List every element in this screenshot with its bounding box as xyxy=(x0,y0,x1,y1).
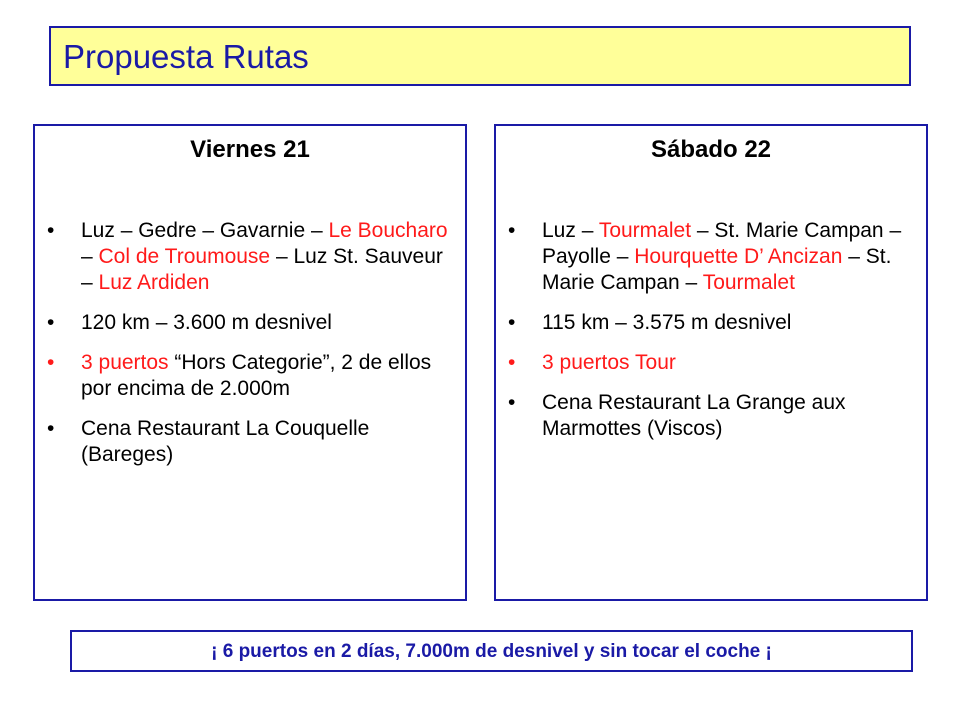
footer-text: ¡ 6 puertos en 2 días, 7.000m de desnivel y sin tocar el coche ¡ xyxy=(211,641,772,662)
sabado-list xyxy=(496,218,926,456)
title-box xyxy=(49,26,911,86)
distance-text: 120 km – 3.600 m desnivel xyxy=(81,311,332,334)
sabado-item-route xyxy=(496,218,926,296)
page-title: Propuesta Rutas xyxy=(63,38,309,75)
viernes-heading: Viernes 21 xyxy=(190,136,310,163)
bullet-icon: • xyxy=(47,219,55,242)
route-highlight: Tourmalet xyxy=(598,219,692,242)
viernes-item-distance xyxy=(35,310,465,336)
route-text: – xyxy=(81,245,99,268)
climbs-highlight: 3 puertos xyxy=(81,351,169,374)
climbs-text: “Hors Categorie”, 2 de ellos por encima de 2.000m xyxy=(81,351,432,400)
route-text: – Luz St. Sauveur – xyxy=(81,245,443,294)
climbs-highlight: 3 puertos Tour xyxy=(542,351,676,374)
viernes-item-route xyxy=(35,218,465,296)
route-highlight: Hourquette D’ Ancizan xyxy=(634,245,843,268)
bullet-icon: • xyxy=(508,311,516,334)
bullet-icon: • xyxy=(47,311,55,334)
bullet-icon: • xyxy=(47,351,55,374)
route-text: – St. Marie Campan – xyxy=(542,245,892,294)
route-highlight: Luz Ardiden xyxy=(98,271,210,294)
route-text: Luz – xyxy=(542,219,599,242)
bullet-icon: • xyxy=(508,219,516,242)
dinner-text: Cena Restaurant La Couquelle (Bareges) xyxy=(81,417,370,466)
dinner-text: Cena Restaurant La Grange aux Marmottes (Viscos) xyxy=(542,391,846,440)
viernes-list xyxy=(35,218,465,482)
viernes-item-dinner xyxy=(35,416,465,468)
sabado-item-climbs xyxy=(496,350,926,376)
route-highlight: Le Boucharo xyxy=(328,219,448,242)
viernes-panel xyxy=(33,124,467,601)
distance-text: 115 km – 3.575 m desnivel xyxy=(542,311,792,334)
bullet-icon: • xyxy=(508,351,516,374)
route-highlight: Col de Troumouse xyxy=(98,245,271,268)
sabado-item-dinner xyxy=(496,390,926,442)
footer-box xyxy=(70,630,913,672)
sabado-heading: Sábado 22 xyxy=(650,136,772,163)
sabado-item-distance xyxy=(496,310,926,336)
bullet-icon: • xyxy=(508,391,516,414)
viernes-item-climbs xyxy=(35,350,465,402)
route-text: – St. Marie Campan – Payolle – xyxy=(542,219,902,268)
route-highlight: Tourmalet xyxy=(702,271,795,294)
sabado-panel xyxy=(494,124,928,601)
route-text: Luz – Gedre – Gavarnie – xyxy=(81,219,329,242)
bullet-icon: • xyxy=(47,417,55,440)
